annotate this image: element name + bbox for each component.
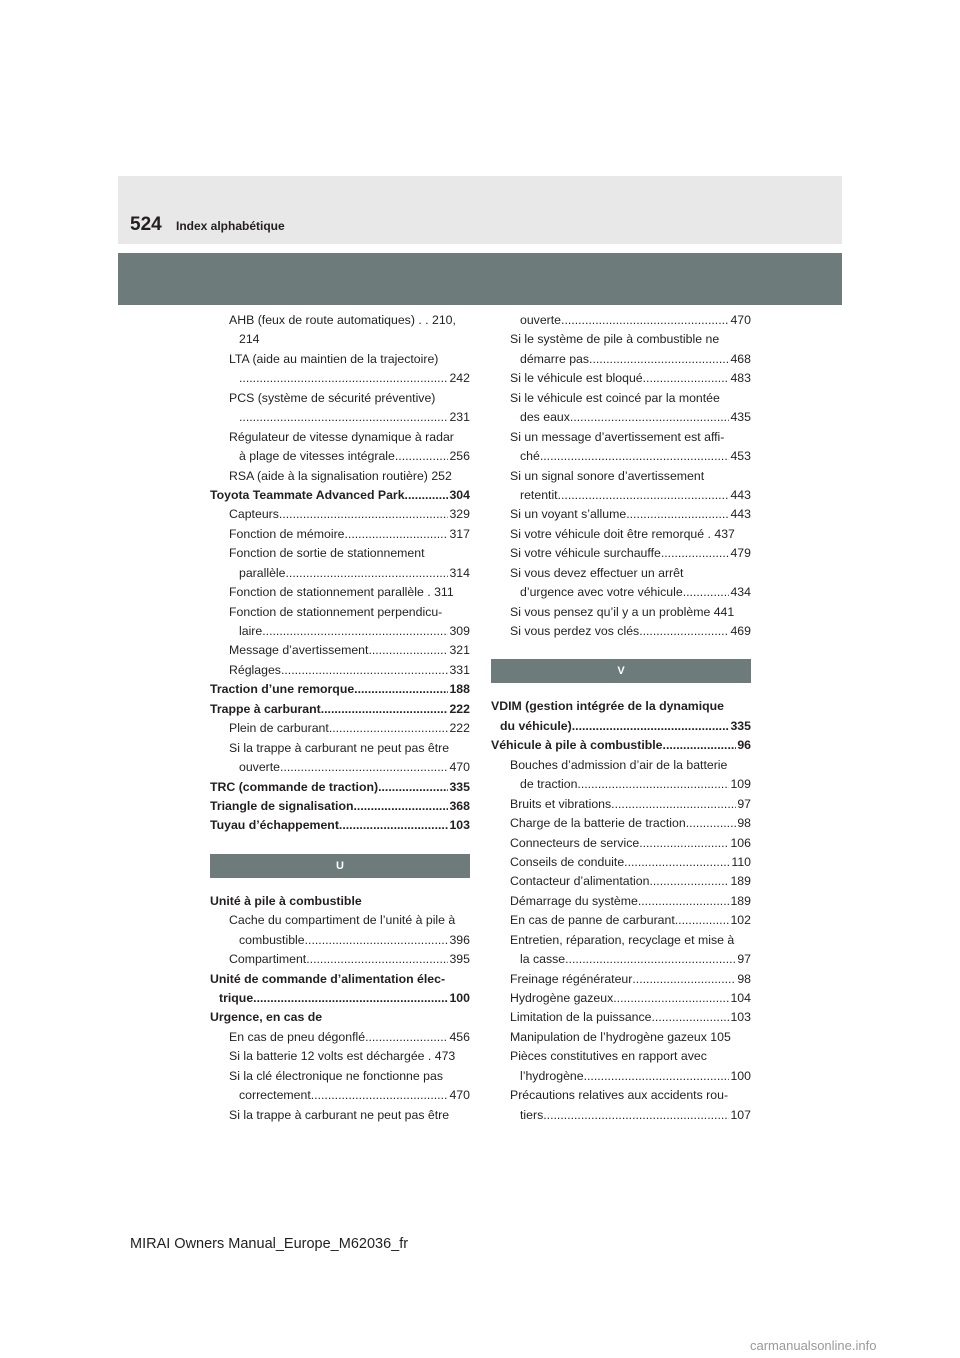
entry-text: Si vous pensez qu’il y a un problème 441	[510, 604, 735, 619]
index-entry	[491, 834, 751, 853]
page-ref: 331	[449, 662, 470, 677]
entry-text: Précautions relatives aux accidents rou-	[510, 1088, 729, 1103]
page-ref: 231	[449, 410, 470, 425]
entry-text: tiers	[520, 1107, 544, 1122]
page-ref: 335	[730, 718, 751, 733]
entry-text: Si vous devez effectuer un arrêt	[510, 565, 684, 580]
entry-text: En cas de pneu dégonflé	[229, 1029, 366, 1044]
entry-text: ouverte	[520, 313, 562, 327]
index-entry	[491, 525, 751, 544]
index-entry	[210, 311, 470, 330]
index-entry	[491, 622, 751, 641]
entry-text: Réglages	[229, 662, 281, 677]
letter-divider: U	[210, 854, 470, 878]
page-ref: 304	[449, 487, 470, 502]
dot-leader	[281, 661, 449, 680]
entry-text: Si la batterie 12 volts est déchargée . 473	[229, 1049, 456, 1064]
index-entry	[210, 989, 470, 1008]
dot-leader	[652, 1008, 730, 1027]
index-entry	[491, 583, 751, 602]
index-entry	[210, 739, 470, 758]
index-entry	[491, 505, 751, 524]
index-entry	[210, 641, 470, 660]
page-ref: 453	[730, 449, 751, 464]
page-ref: 396	[449, 932, 470, 947]
dot-leader	[613, 989, 729, 1008]
entry-text: Bouches d’admission d’air de la batterie	[510, 757, 728, 772]
header-band	[118, 253, 842, 305]
page-ref: 242	[449, 371, 470, 386]
entry-text: Fonction de stationnement perpendicu-	[229, 604, 443, 619]
index-entry	[491, 756, 751, 775]
entry-text: Connecteurs de service	[510, 835, 640, 850]
index-entry	[210, 583, 470, 602]
index-entry	[491, 1047, 751, 1066]
entry-text: Si le véhicule est bloqué	[510, 371, 643, 386]
page-ref: 256	[449, 449, 470, 464]
dot-leader	[321, 700, 449, 719]
page-ref: 456	[449, 1029, 470, 1044]
entry-text: Triangle de signalisation	[210, 798, 354, 813]
entry-text: ouverte	[239, 760, 281, 775]
index-entry	[210, 970, 470, 989]
index-entry	[210, 892, 470, 911]
index-entry	[210, 816, 470, 835]
page-ref: 107	[730, 1107, 751, 1122]
index-entry	[491, 447, 751, 466]
dot-leader	[675, 911, 730, 930]
page-ref: 483	[730, 371, 751, 386]
index-entry	[491, 892, 751, 911]
dot-leader	[589, 350, 729, 369]
page-ref: 314	[449, 565, 470, 580]
dot-leader	[572, 717, 730, 736]
entry-text: à plage de vitesses intégrale	[239, 449, 395, 464]
entry-text: Urgence, en cas de	[210, 1010, 323, 1025]
entry-text: PCS (système de sécurité préventive)	[229, 390, 436, 405]
section-title: Index alphabétique	[176, 219, 285, 233]
page-ref: 479	[730, 546, 751, 561]
entry-text: Charge de la batterie de traction	[510, 816, 686, 831]
entry-text: Hydrogène gazeux	[510, 991, 614, 1005]
page-ref: 97	[737, 796, 751, 811]
dot-leader	[305, 931, 449, 950]
index-entry	[210, 369, 470, 388]
dot-leader	[286, 564, 449, 583]
index-entry	[210, 797, 470, 816]
entry-text: TRC (commande de traction)	[210, 779, 379, 794]
entry-text: du véhicule)	[500, 718, 572, 733]
page-ref: 103	[730, 1010, 751, 1025]
index-entry	[210, 758, 470, 777]
entry-text: de traction	[520, 777, 578, 792]
dot-leader	[253, 989, 448, 1008]
entry-text: d’urgence avec votre véhicule	[520, 585, 683, 600]
index-column-left	[210, 311, 470, 1125]
dot-leader	[354, 797, 449, 816]
entry-text: Si le système de pile à combustible ne	[510, 332, 720, 347]
dot-leader	[262, 622, 448, 641]
entry-text: VDIM (gestion intégrée de la dynamique	[491, 699, 724, 714]
entry-text: combustible	[239, 932, 305, 947]
dot-leader	[663, 736, 737, 755]
entry-text: Traction d’une remorque	[210, 682, 355, 697]
dot-leader	[639, 622, 729, 641]
index-entry	[491, 564, 751, 583]
dot-leader	[558, 486, 730, 505]
index-entry	[491, 1106, 751, 1125]
entry-text: Fonction de sortie de stationnement	[229, 546, 425, 561]
entry-text: Si vous perdez vos clés	[510, 624, 640, 638]
index-entry	[491, 950, 751, 969]
entry-text: Pièces constitutives en rapport avec	[510, 1049, 707, 1064]
index-entry	[491, 544, 751, 563]
page-ref: 189	[730, 874, 751, 889]
dot-leader	[239, 408, 448, 427]
index-entry	[210, 467, 470, 486]
entry-text: Message d’avertissement	[229, 643, 369, 658]
entry-text: Cache du compartiment de l’unité à pile à	[229, 913, 456, 928]
dot-leader	[329, 719, 449, 738]
page-ref: 434	[730, 585, 751, 600]
entry-text: Si votre véhicule surchauffe	[510, 546, 661, 561]
dot-leader	[565, 950, 736, 969]
index-entry	[210, 350, 470, 369]
entry-text: Trappe à carburant	[210, 701, 321, 716]
index-column-right	[491, 311, 751, 1125]
entry-text: correctement	[239, 1088, 311, 1103]
index-entry	[491, 717, 751, 736]
dot-leader	[639, 834, 729, 853]
entry-text: Manipulation de l’hydrogène gazeux 105	[510, 1029, 731, 1044]
entry-text: Unité de commande d’alimentation élec-	[210, 971, 446, 986]
index-entry	[210, 1008, 470, 1027]
entry-text: Si le véhicule est coincé par la montée	[510, 390, 720, 405]
index-entry	[210, 330, 470, 349]
entry-text: RSA (aide à la signalisation routière) 252	[229, 468, 452, 483]
page-number: 524	[130, 214, 162, 235]
entry-text: Limitation de la puissance	[510, 1010, 652, 1025]
index-entry	[491, 775, 751, 794]
index-entry	[210, 389, 470, 408]
page-ref: 469	[730, 624, 751, 638]
index-entry	[491, 603, 751, 622]
page-ref: 100	[449, 991, 470, 1005]
dot-leader	[345, 525, 449, 544]
page-ref: 188	[449, 682, 470, 697]
dot-leader	[584, 1067, 730, 1086]
entry-text: Unité à pile à combustible	[210, 893, 362, 908]
dot-leader	[638, 892, 730, 911]
entry-text: Toyota Teammate Advanced Park	[210, 487, 405, 502]
index-entry	[491, 853, 751, 872]
index-entry	[210, 525, 470, 544]
page-ref: 470	[730, 313, 751, 327]
dot-leader	[686, 814, 737, 833]
entry-text: Tuyau d’échappement	[210, 818, 339, 833]
page-ref: 96	[737, 738, 751, 753]
index-entry	[210, 564, 470, 583]
dot-leader	[561, 311, 729, 330]
dot-leader	[577, 775, 729, 794]
page-ref: 97	[737, 952, 751, 967]
index-entry	[491, 1086, 751, 1105]
page-ref: 309	[449, 624, 470, 638]
index-entry	[491, 389, 751, 408]
dot-leader	[365, 1028, 448, 1047]
page-ref: 329	[449, 507, 470, 522]
page-ref: 470	[449, 1088, 470, 1103]
dot-leader	[405, 486, 449, 505]
dot-leader	[339, 816, 449, 835]
entry-text: Fonction de mémoire	[229, 526, 345, 541]
entry-text: Démarrage du système	[510, 893, 638, 908]
entry-text: Freinage régénérateur	[510, 971, 633, 986]
dot-leader	[311, 1086, 449, 1105]
index-entry	[491, 970, 751, 989]
entry-text: laire	[239, 624, 263, 638]
index-entry	[491, 428, 751, 447]
dot-leader	[624, 853, 730, 872]
entry-text: parallèle	[239, 565, 286, 580]
entry-text: Compartiment	[229, 952, 307, 967]
entry-text: la casse	[520, 952, 566, 967]
page-ref: 435	[730, 410, 751, 425]
page-ref: 98	[737, 816, 751, 831]
dot-leader	[649, 872, 729, 891]
dot-leader	[683, 583, 730, 602]
index-entry	[491, 369, 751, 388]
index-entry	[210, 1106, 470, 1125]
page-ref: 104	[730, 991, 751, 1005]
entry-text: Fonction de stationnement parallèle . 311	[229, 585, 454, 600]
entry-text: Si la clé électronique ne fonctionne pas	[229, 1068, 443, 1083]
dot-leader	[643, 369, 730, 388]
index-entry	[210, 700, 470, 719]
index-entry	[210, 486, 470, 505]
index-entry	[491, 697, 751, 716]
index-entry	[491, 486, 751, 505]
index-entry	[210, 447, 470, 466]
dot-leader	[279, 505, 449, 524]
index-entry	[210, 544, 470, 563]
index-entry	[210, 1028, 470, 1047]
index-entry	[491, 350, 751, 369]
index-entry	[491, 311, 751, 330]
page-ref: 443	[730, 507, 751, 522]
entry-text: Si un signal sonore d’avertissement	[510, 468, 705, 483]
page-ref: 106	[730, 835, 751, 850]
page-ref: 109	[730, 777, 751, 792]
index-entry	[491, 330, 751, 349]
entry-text: Contacteur d’alimentation	[510, 874, 650, 889]
index-entry	[491, 467, 751, 486]
dot-leader	[570, 408, 730, 427]
index-entry	[210, 931, 470, 950]
page-ref: 317	[449, 526, 470, 541]
page-ref: 368	[449, 798, 470, 813]
entry-text: retentit	[520, 487, 558, 502]
dot-leader	[626, 505, 729, 524]
index-entry	[491, 989, 751, 1008]
dot-leader	[306, 950, 448, 969]
index-entry	[210, 1086, 470, 1105]
entry-text: Si votre véhicule doit être remorqué . 437	[510, 526, 735, 541]
page-ref: 395	[449, 952, 470, 967]
page-ref: 335	[449, 779, 470, 794]
index-entry	[491, 736, 751, 755]
letter-divider: V	[491, 659, 751, 683]
index-entry	[210, 1047, 470, 1066]
index-entry	[210, 950, 470, 969]
entry-text: AHB (feux de route automatiques) . . 210,	[229, 313, 456, 327]
header-bar	[118, 176, 842, 244]
dot-leader	[280, 758, 448, 777]
entry-text: LTA (aide au maintien de la trajectoire)	[229, 351, 439, 366]
page-ref: 443	[730, 487, 751, 502]
page-ref: 321	[449, 643, 470, 658]
entry-text: Bruits et vibrations	[510, 796, 612, 811]
page-ref: 103	[449, 818, 470, 833]
index-entry	[491, 814, 751, 833]
entry-text: Régulateur de vitesse dynamique à radar	[229, 429, 454, 444]
dot-leader	[395, 447, 449, 466]
index-entry	[491, 1067, 751, 1086]
index-entry	[491, 795, 751, 814]
index-entry	[491, 931, 751, 950]
dot-leader	[368, 641, 448, 660]
index-entry	[210, 622, 470, 641]
index-entry	[491, 1028, 751, 1047]
entry-text: Si la trappe à carburant ne peut pas être	[229, 740, 450, 755]
index-entry	[491, 408, 751, 427]
entry-text: Plein de carburant	[229, 721, 329, 736]
dot-leader	[354, 680, 448, 699]
page-ref: 98	[737, 971, 751, 986]
dot-leader	[661, 544, 730, 563]
index-entry	[210, 661, 470, 680]
entry-text: Si la trappe à carburant ne peut pas être	[229, 1107, 450, 1122]
entry-text: Si un voyant s’allume	[510, 507, 627, 522]
entry-text: Véhicule à pile à combustible	[491, 738, 663, 753]
page-ref: 100	[730, 1068, 751, 1083]
index-entry	[210, 428, 470, 447]
entry-text: démarre pas	[520, 351, 590, 366]
dot-leader	[632, 970, 736, 989]
dot-leader	[378, 778, 448, 797]
entry-text: Conseils de conduite	[510, 854, 625, 869]
page-ref: 470	[449, 760, 470, 775]
entry-text: Capteurs	[229, 507, 279, 522]
dot-leader	[239, 369, 448, 388]
dot-leader	[543, 1106, 729, 1125]
dot-leader	[611, 795, 736, 814]
page-ref: 468	[730, 351, 751, 366]
page-ref: 222	[449, 701, 470, 716]
index-entry	[491, 911, 751, 930]
entry-text: trique	[219, 991, 254, 1005]
dot-leader	[540, 447, 730, 466]
index-entry	[210, 603, 470, 622]
entry-text: 214	[239, 332, 260, 347]
index-entry	[210, 911, 470, 930]
footer-text: MIRAI Owners Manual_Europe_M62036_fr	[130, 1236, 409, 1252]
entry-text: En cas de panne de carburant	[510, 913, 675, 928]
index-entry	[210, 719, 470, 738]
page-ref: 110	[731, 854, 751, 869]
index-entry	[210, 778, 470, 797]
page-ref: 102	[730, 913, 751, 928]
watermark: carmanualsonline.info	[750, 1338, 877, 1353]
entry-text: l’hydrogène	[520, 1068, 584, 1083]
index-entry	[210, 505, 470, 524]
entry-text: Entretien, réparation, recyclage et mise à	[510, 932, 735, 947]
index-entry	[491, 872, 751, 891]
page-ref: 222	[449, 721, 470, 736]
index-entry	[210, 680, 470, 699]
entry-text: des eaux	[520, 410, 570, 425]
entry-text: Si un message d’avertissement est affi-	[510, 429, 725, 444]
index-entry	[210, 408, 470, 427]
entry-text: ché	[520, 449, 540, 464]
index-entry	[491, 1008, 751, 1027]
page-ref: 189	[730, 893, 751, 908]
index-entry	[210, 1067, 470, 1086]
